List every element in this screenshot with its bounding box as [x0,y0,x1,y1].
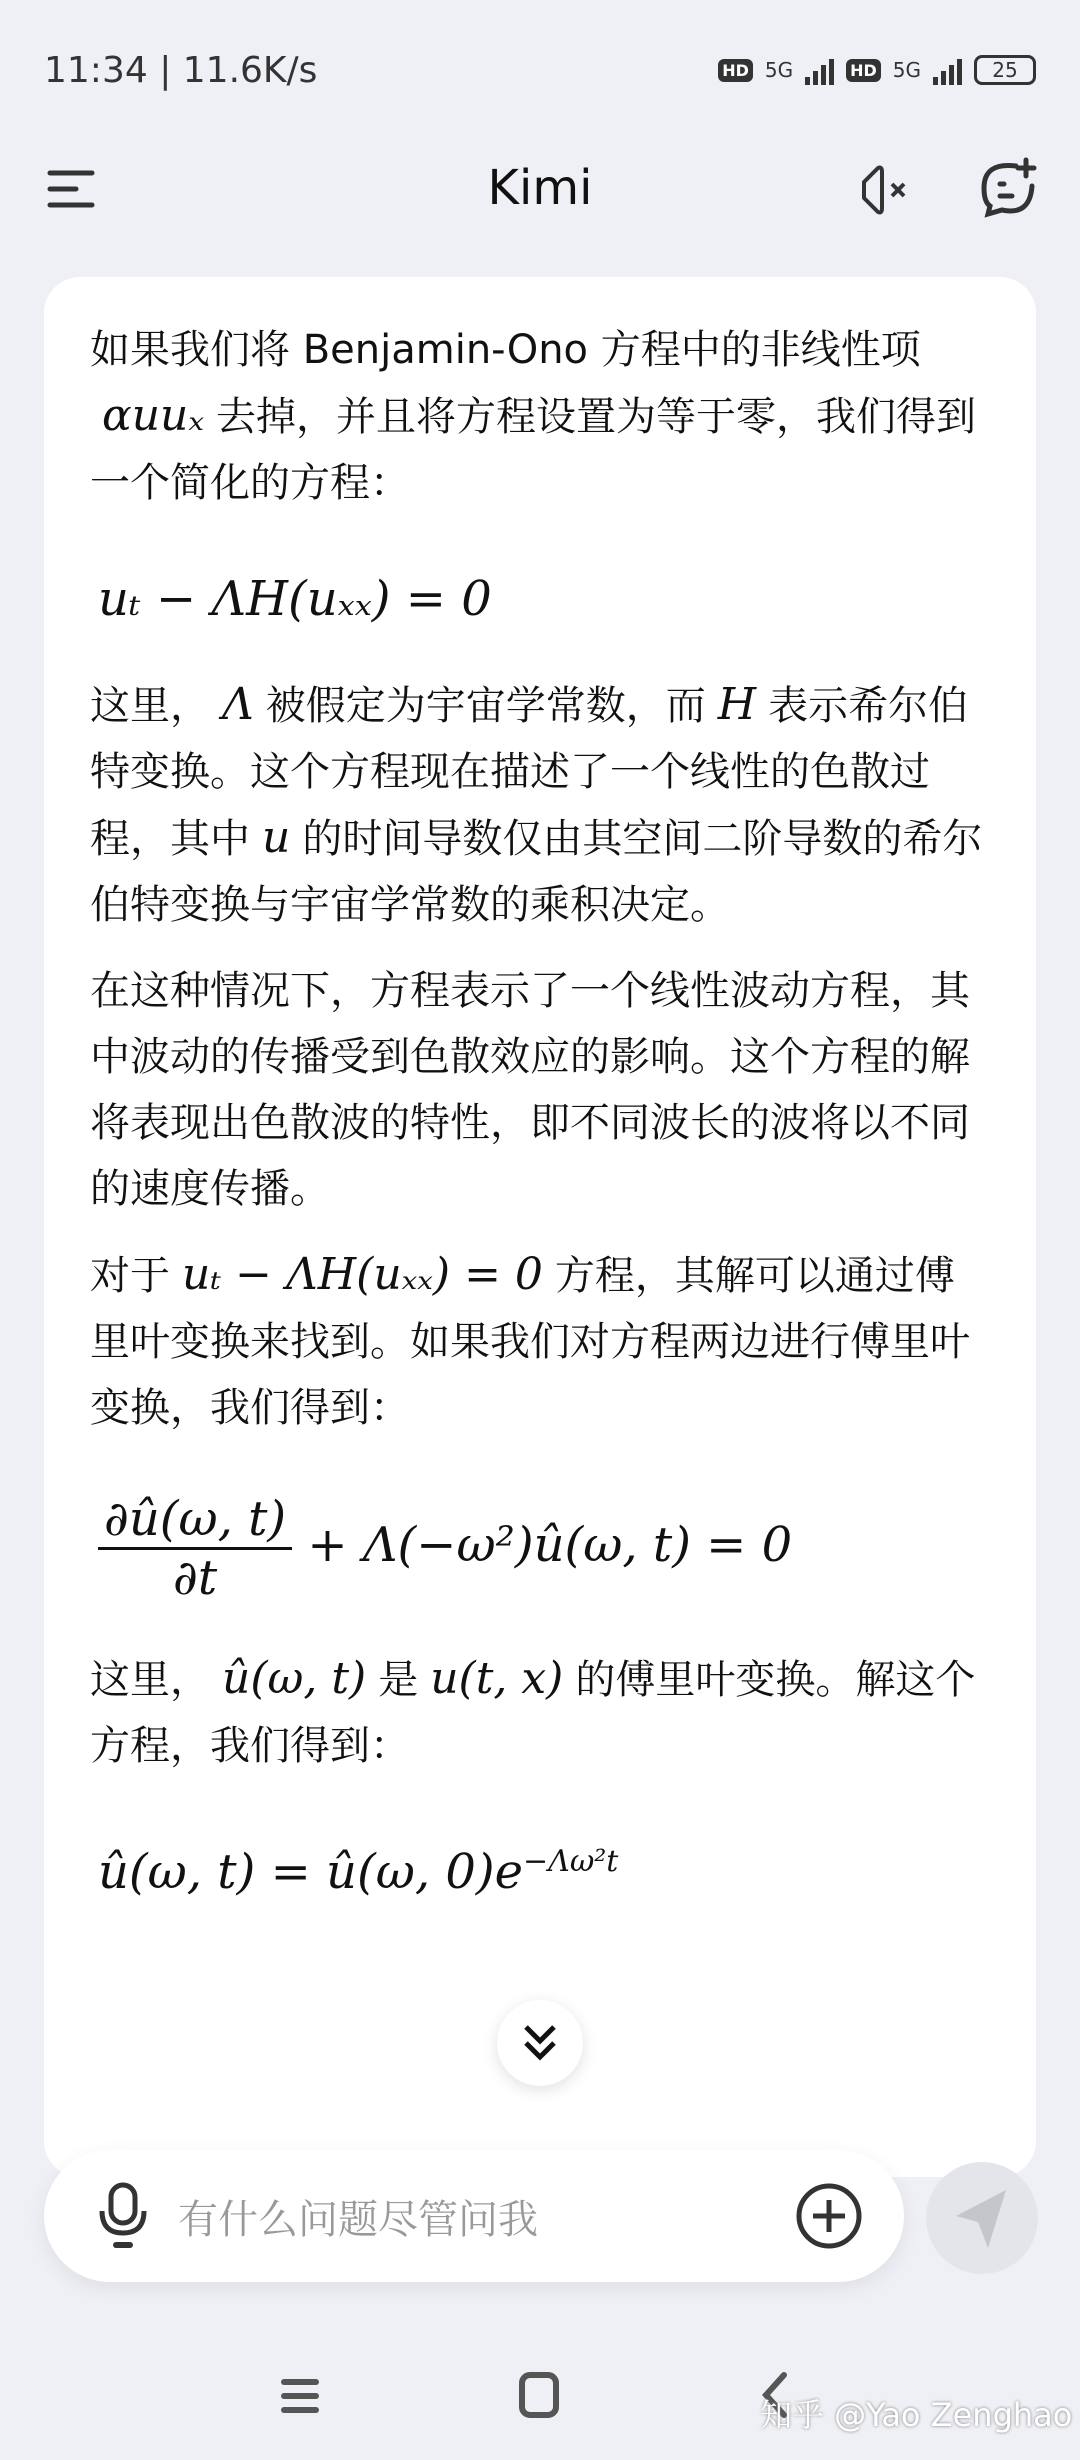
equation-rest: + Λ(−ω²)û(ω, t) = 0 [307,1517,793,1573]
equation [90,1461,990,1646]
chat-input-placeholder[interactable]: 有什么问题尽管问我 [178,2196,538,2243]
signal-icon [805,55,834,85]
send-button[interactable] [926,2162,1038,2274]
paragraph [90,317,990,516]
network-label: 5G [764,58,794,82]
watermark: 知乎 @Yao Zenghao [760,2396,1073,2434]
exponent: −Λω²t [523,1844,619,1879]
denominator: ∂t [173,1550,218,1606]
math-inline: H [717,679,757,730]
microphone-icon[interactable] [88,2176,158,2256]
equation: uₜ − ΛH(uₓₓ) = 0 [98,571,492,627]
scroll-to-bottom-button[interactable] [497,2000,583,2086]
app-header [0,150,1080,230]
equation-base: û(ω, t) = û(ω, 0)e [98,1844,524,1900]
assistant-message [44,277,1036,2177]
paragraph [90,1646,990,1779]
paragraph: 在这种情况下，方程表示了一个线性波动方程，其中波动的传播受到色散效应的影响。这个方程的解将表现出色散波的特性，即不同波长的波将以不同的速度传播。 [90,968,970,1212]
app-title: Kimi [487,160,593,216]
math-inline: u [262,812,291,863]
mute-icon[interactable] [856,160,916,220]
text: 这里， [90,1657,210,1703]
text: 的时间导数仅由其空间二阶导数的希尔伯特变换与宇宙学常数的乘积决定。 [90,816,983,928]
text: 方程，其解可以通过傅里叶变换来找到。如果我们对方程两边进行傅里叶变换，我们得到： [90,1253,970,1431]
math-inline: Λ [222,679,254,730]
recent-apps-icon[interactable] [278,2374,322,2418]
double-chevron-down-icon [520,2021,560,2065]
network-label: 5G [892,58,921,82]
equation [90,1799,990,1945]
add-attachment-icon[interactable] [794,2181,864,2251]
battery-icon: 25 [974,55,1036,85]
text: 的傅里叶变换。解这个方程，我们得到： [90,1657,976,1769]
text: 去掉，并且将方程设置为等于零，我们得到一个简化的方程： [90,394,977,506]
hd-icon: HD [846,59,881,82]
home-icon[interactable] [516,2370,564,2420]
text: 如果我们将 Benjamin-Ono 方程中的非线性项 [90,327,921,373]
chat-input[interactable] [44,2150,904,2282]
math-inline: uₜ − ΛH(uₓₓ) = 0 [182,1249,543,1300]
status-icons [718,55,1036,85]
new-chat-icon[interactable] [976,156,1040,220]
text: 是 [378,1657,419,1703]
text: 表示希尔伯特变换。这个方程现在描述了一个线性的色散过程，其中 [90,683,969,862]
paragraph [90,672,990,938]
paragraph [90,1242,990,1441]
math-inline: û(ω, t) [222,1653,367,1704]
send-icon [952,2186,1012,2250]
math-inline: u(t, x) [430,1653,564,1704]
numerator: ∂û(ω, t) [98,1491,292,1550]
status-bar [44,40,1036,100]
hd-icon: HD [718,59,753,82]
status-time: 11:34 | 11.6K/s [44,49,318,91]
fraction [98,1491,292,1606]
signal-icon [933,55,962,85]
math-inline: αuuₓ [102,390,205,441]
text: 对于 [90,1253,170,1299]
text: 被假定为宇宙学常数，而 [265,683,706,729]
text: 这里， [90,683,210,729]
